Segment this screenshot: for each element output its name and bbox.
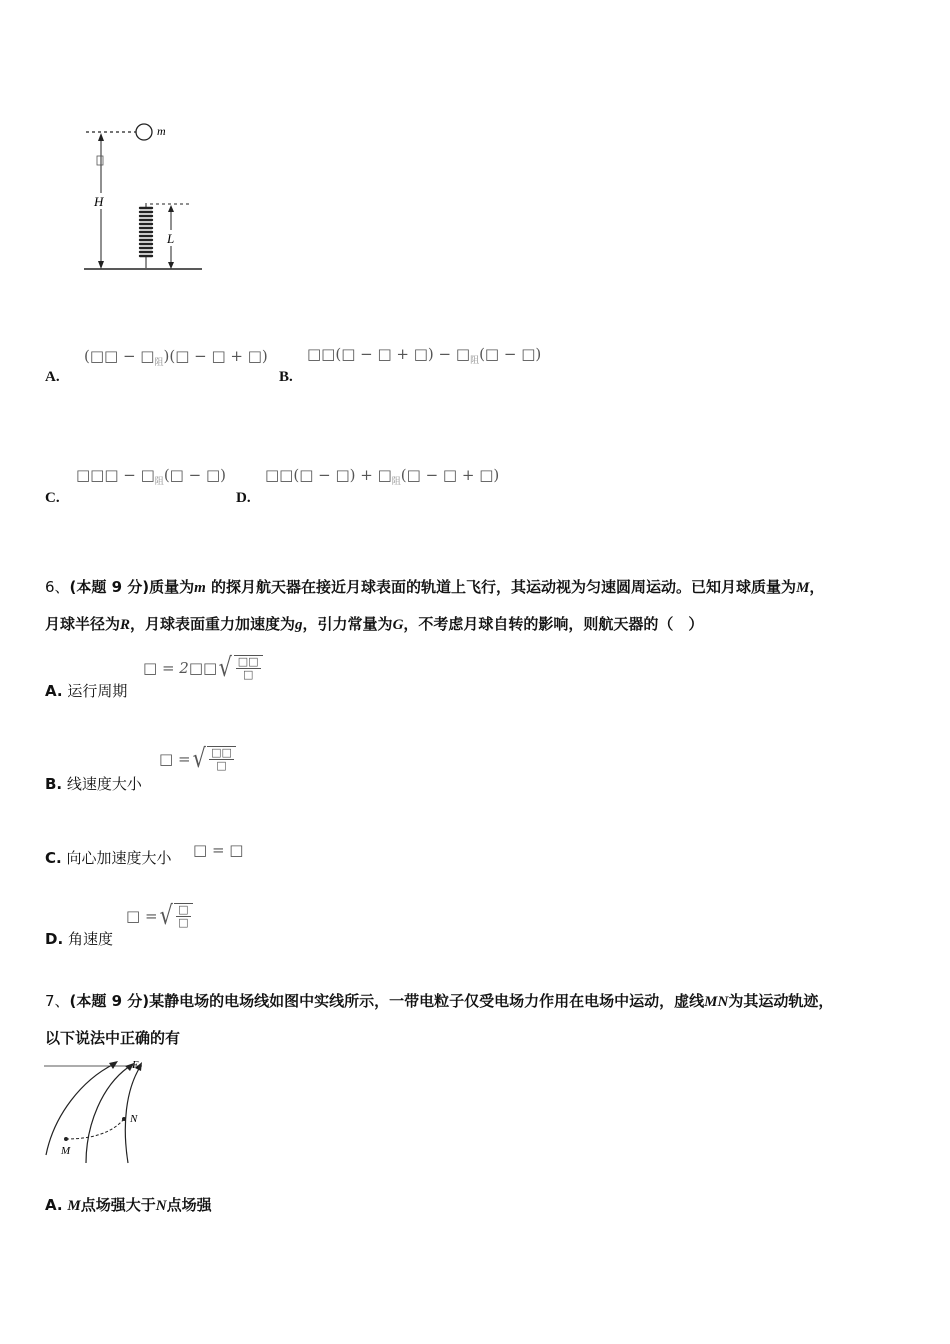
q7-option-a-label: A.: [45, 1196, 63, 1214]
q5-a-formula-tail: )(□ − □ + □): [163, 347, 268, 365]
q6-option-c-formula: □ = □: [193, 841, 244, 859]
q5-a-formula-head: (□□ − □: [84, 347, 155, 365]
q5-option-a-formula: [84, 347, 268, 368]
q7-a-var-M: M: [67, 1198, 81, 1214]
q6-option-c-text: 向心加速度大小: [66, 849, 172, 867]
figure-electric-field: [42, 1055, 152, 1167]
q5-b-formula-tail: (□ − □): [479, 345, 542, 363]
q7-option-a[interactable]: [45, 1194, 212, 1217]
q7-a-text1: 点场强大于: [80, 1196, 156, 1214]
q5-c-formula-head: □□□ − □: [76, 466, 155, 484]
q6-option-d-label: D.: [45, 930, 64, 948]
q6-line2-a: 月球半径为: [45, 615, 121, 633]
q5-d-formula-head: □□(□ − □) + □: [265, 466, 392, 484]
q5-d-formula-tail: (□ − □ + □): [400, 466, 500, 484]
q5-c-formula-tail: (□ − □): [163, 466, 226, 484]
q6-option-a[interactable]: [45, 680, 127, 702]
q6-line2-d: ，不考虑月球自转的影响，则航天器的（ ）: [403, 615, 704, 633]
trajectory-mn: [66, 1119, 124, 1139]
q5-option-d-label[interactable]: D.: [236, 490, 251, 506]
label-n: N: [130, 1113, 138, 1125]
q7-line2-text: 以下说法中正确的有: [45, 1029, 181, 1047]
q6-option-d-formula: [126, 903, 193, 929]
ball-circle: [136, 124, 152, 140]
q7-points: (本题 9 分): [69, 992, 150, 1010]
q6-a-lhs: □ = 2□□: [143, 659, 218, 677]
q6-d-lhs: □ =: [126, 907, 158, 925]
q6-points: (本题 9 分): [69, 578, 150, 596]
figure-electric-field-svg: [42, 1055, 152, 1167]
q6-a-den: □: [242, 668, 254, 681]
field-arrow-1: [109, 1061, 118, 1069]
q6-b-lhs: □ =: [159, 750, 191, 768]
q6-b-num: □□: [211, 746, 232, 759]
q6-var-R: R: [120, 617, 131, 633]
field-line-2: [86, 1066, 130, 1163]
q6-d-num: □: [178, 903, 189, 916]
q6-line2-c: ，引力常量为: [302, 615, 393, 633]
h-arrow-bottom: [98, 261, 104, 269]
q6-var-g: g: [295, 617, 303, 633]
height-label: H: [94, 194, 104, 209]
point-m-dot: [64, 1137, 68, 1141]
q6-option-c-label: C.: [45, 849, 62, 867]
q6-line1-c: ，: [809, 578, 825, 596]
q6-line1-b: 的探月航天器在接近月球表面的轨道上飞行，其运动视为匀速圆周运动。已知月球质量为: [205, 578, 797, 596]
q6-var-M: M: [796, 580, 810, 596]
q7-stem-line1: [45, 990, 935, 1013]
q7-stem-line2: [45, 1027, 180, 1049]
q6-a-num: □□: [237, 655, 259, 668]
sqrt-sign: √: [218, 653, 233, 683]
q6-line1-a: 质量为: [149, 578, 195, 596]
q5-option-b-formula: [307, 345, 541, 366]
q6-option-b-text: 线速度大小: [66, 775, 142, 793]
label-e: E: [132, 1059, 139, 1071]
q7-var-MN: MN: [704, 994, 729, 1010]
h-arrow-top: [98, 133, 104, 141]
q6-option-a-label: A.: [45, 682, 63, 700]
q5-option-b-label[interactable]: B.: [279, 369, 293, 385]
spring-coils: [140, 208, 152, 256]
length-label: L: [167, 231, 175, 246]
q7-number: 7、: [45, 992, 70, 1010]
q6-option-d[interactable]: [45, 928, 113, 950]
q6-option-b[interactable]: [45, 773, 142, 795]
q5-a-formula-sub: 阻: [154, 358, 164, 368]
q6-d-den: □: [178, 916, 189, 929]
h-small-box: [97, 156, 103, 165]
mass-label: m: [157, 124, 166, 138]
q6-stem-line2: [45, 613, 925, 636]
l-arrow-top: [168, 205, 174, 212]
q5-option-d-formula: [265, 466, 499, 487]
q7-line1-b: 为其运动轨迹，: [728, 992, 834, 1010]
label-m: M: [61, 1145, 71, 1157]
q6-option-a-formula: [143, 655, 263, 681]
l-arrow-bottom: [168, 262, 174, 269]
q6-var-G: G: [392, 617, 404, 633]
q5-d-formula-sub: 阻: [391, 477, 401, 487]
sqrt-sign: √: [159, 901, 173, 931]
figure-ball-spring: [80, 115, 220, 280]
figure-ball-spring-svg: [80, 115, 220, 280]
q6-b-den: □: [216, 759, 227, 772]
q6-stem-line1: [45, 576, 925, 599]
q6-line2-b: ，月球表面重力加速度为: [130, 615, 296, 633]
field-line-1: [46, 1064, 114, 1155]
q6-option-c[interactable]: [45, 847, 172, 869]
q6-var-m: m: [194, 580, 206, 596]
q5-c-formula-sub: 阻: [154, 477, 164, 487]
q6-option-b-label: B.: [45, 775, 63, 793]
q5-option-a-label[interactable]: A.: [45, 369, 60, 385]
q6-option-b-formula: [159, 746, 236, 772]
q5-option-c-formula: [76, 466, 226, 487]
point-n-dot: [122, 1117, 126, 1121]
q6-option-d-text: 角速度: [67, 930, 113, 948]
q6-number: 6、: [45, 578, 70, 596]
q5-b-formula-sub: 阻: [470, 356, 480, 366]
q7-a-var-N: N: [155, 1198, 167, 1214]
q5-option-c-label[interactable]: C.: [45, 490, 60, 506]
q7-a-text2: 点场强: [166, 1196, 212, 1214]
q5-b-formula-head: □□(□ − □ + □) − □: [307, 345, 471, 363]
q7-line1-a: 某静电场的电场线如图中实线所示，一带电粒子仅受电场力作用在电场中运动，虚线: [149, 992, 705, 1010]
sqrt-sign: √: [192, 744, 206, 774]
q6-option-a-text: 运行周期: [67, 682, 128, 700]
